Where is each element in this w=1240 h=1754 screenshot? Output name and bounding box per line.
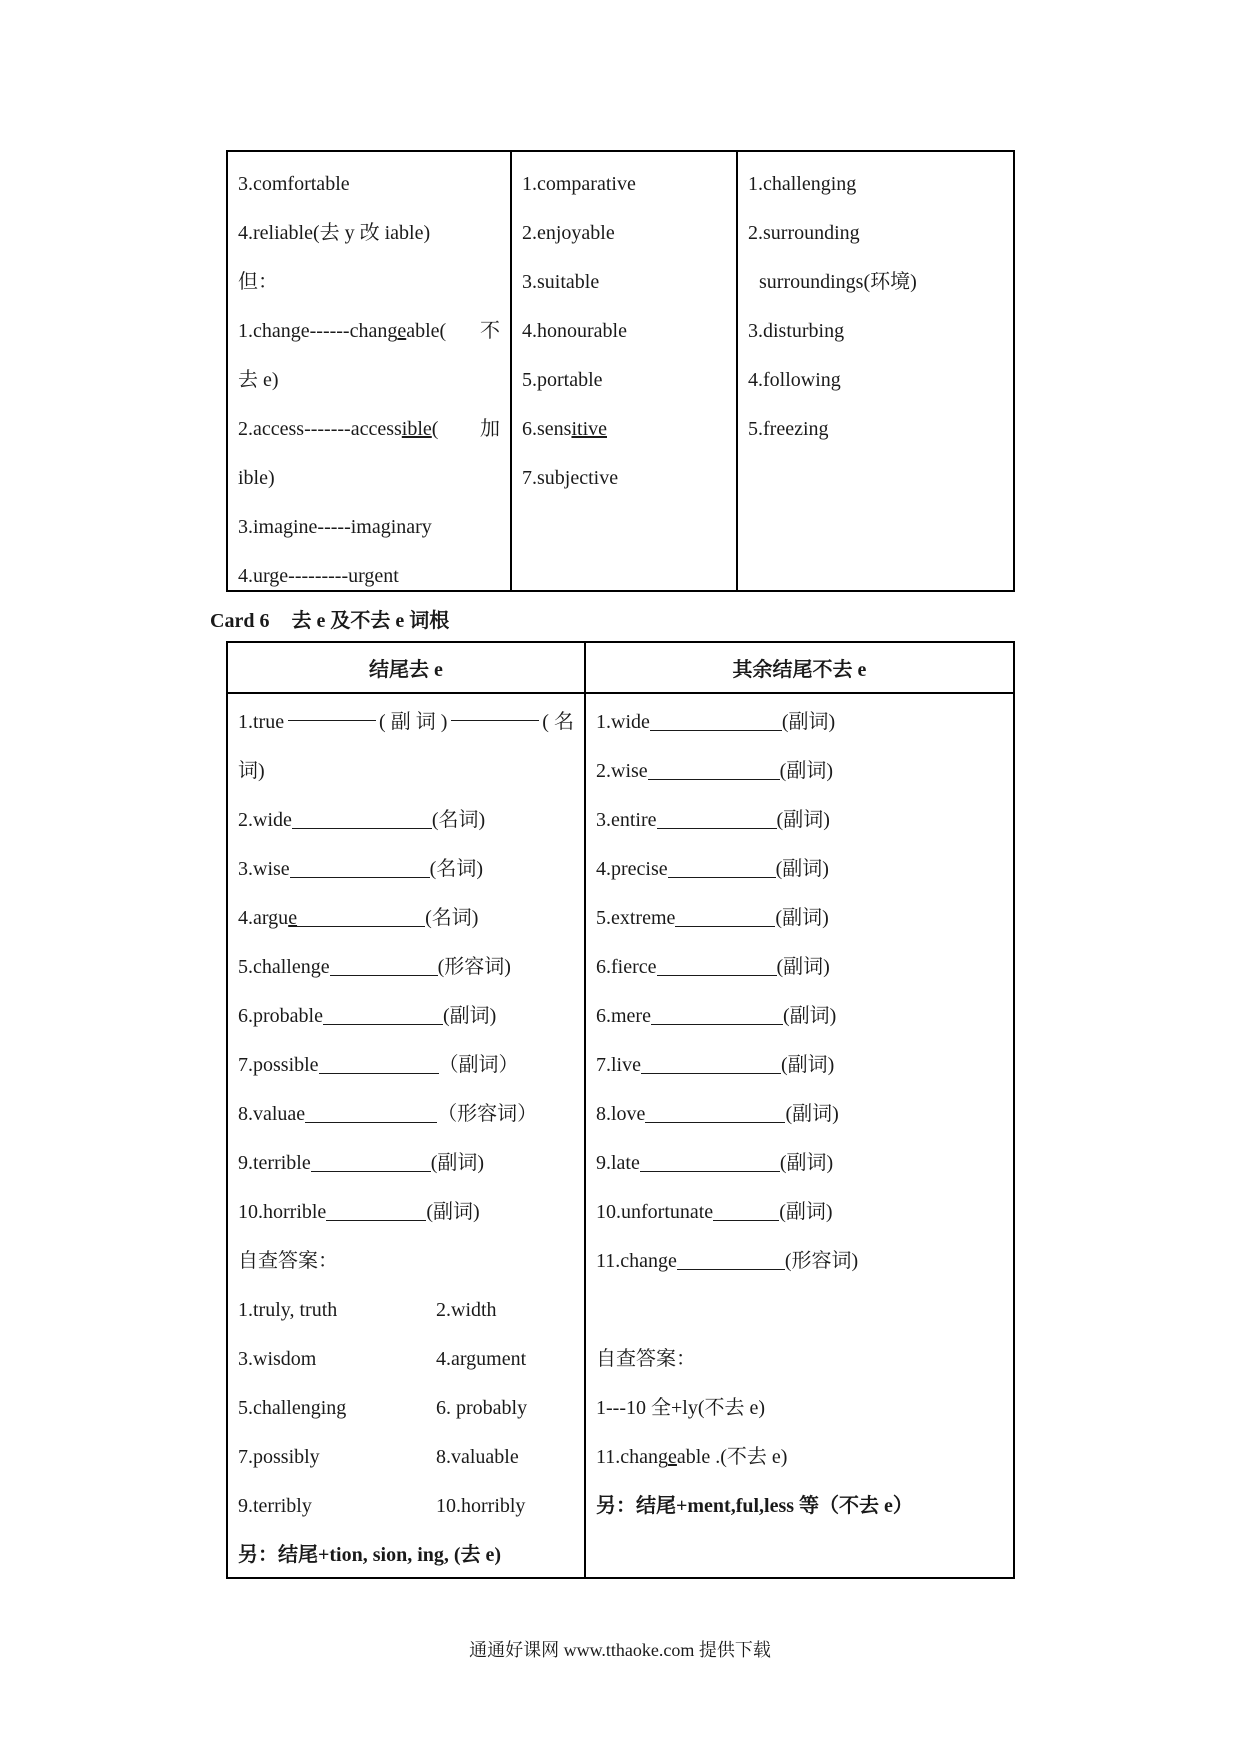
answer-row: 7.possibly 8.valuable <box>238 1446 519 1468</box>
answer-row: 1---10 全+ly(不去 e) <box>596 1397 766 1419</box>
card-heading: 去 e 及不去 e 词根 <box>291 610 450 632</box>
card-number: Card 6 <box>210 610 270 632</box>
header-drop-e: 结尾去 e <box>228 643 586 692</box>
list-item: 2.enjoyable <box>522 222 615 244</box>
list-item: 5.portable <box>522 369 603 391</box>
list-item: surroundings(环境) <box>759 271 917 293</box>
answers-title: 自查答案： <box>596 1348 696 1370</box>
page-footer: 通通好课网 www.tthaoke.com 提供下载 <box>469 1640 771 1660</box>
answer-row: 5.challenging 6. probably <box>238 1397 528 1419</box>
answers-title: 自查答案： <box>238 1250 338 1272</box>
list-item: 3.suitable <box>522 271 600 293</box>
list-item: 1.change------changeable( 不 <box>238 320 500 342</box>
list-item: 3.comfortable <box>238 173 350 195</box>
exercise-item: 9.terrible (副词) <box>238 1139 574 1188</box>
list-item: 1.comparative <box>522 173 636 195</box>
card-table <box>226 641 1015 1579</box>
exercise-item: 7.live (副词) <box>596 1041 1003 1090</box>
keep-e-column <box>586 694 1013 1577</box>
spacer <box>596 1286 1003 1335</box>
exercise-item: 5.challenge (形容词) <box>238 943 574 992</box>
exercise-item: 8.valuae （形容词） <box>238 1090 574 1139</box>
answer-row: 1.truly, truth 2.width <box>238 1299 497 1321</box>
top-col-able <box>228 152 512 590</box>
exercise-item: 1.true ( 副 词 ) ( 名 <box>238 698 574 747</box>
answer-row: 9.terribly 10.horribly <box>238 1495 526 1517</box>
list-item: 2.access-------accessible( 加 <box>238 418 500 440</box>
top-col-ing <box>738 152 1013 590</box>
list-item: 4.urge---------urgent <box>238 565 399 587</box>
exercise-item: 3.wise (名词) <box>238 845 574 894</box>
list-item: ible) <box>238 467 275 489</box>
table-header <box>228 643 1013 694</box>
exercise-item: 9.late (副词) <box>596 1139 1003 1188</box>
exercise-item: 11.change (形容词) <box>596 1237 1003 1286</box>
exercise-item: 10.horrible (副词) <box>238 1188 574 1237</box>
card-title <box>210 604 449 633</box>
answer-row: 3.wisdom 4.argument <box>238 1348 527 1370</box>
exercise-item: 3.entire (副词) <box>596 796 1003 845</box>
exercise-item: 1.wide (副词) <box>596 698 1003 747</box>
drop-e-column <box>228 694 586 1577</box>
list-item: 4.following <box>748 369 841 391</box>
exercise-item: 10.unfortunate (副词) <box>596 1188 1003 1237</box>
top-col-ible <box>512 152 738 590</box>
list-item: 3.disturbing <box>748 320 845 342</box>
list-item: 7.subjective <box>522 467 619 489</box>
list-item: 2.surrounding <box>748 222 860 244</box>
list-item: 去 e) <box>238 369 279 391</box>
list-item: 4.reliable(去 y 改 iable) <box>238 222 431 244</box>
rule-note: 另：结尾+tion, sion, ing, (去 e) <box>238 1544 502 1566</box>
exercise-item: 6.probable (副词) <box>238 992 574 1041</box>
list-item: 6.sensitive <box>522 418 607 440</box>
exercise-item: 8.love (副词) <box>596 1090 1003 1139</box>
exercise-item: 4.precise (副词) <box>596 845 1003 894</box>
exercise-item: 5.extreme (副词) <box>596 894 1003 943</box>
exercise-item: 2.wise (副词) <box>596 747 1003 796</box>
list-item: 5.freezing <box>748 418 829 440</box>
list-item: 4.honourable <box>522 320 627 342</box>
rule-note: 另：结尾+ment,ful,less 等（不去 e） <box>596 1495 913 1517</box>
top-suffix-table <box>226 150 1015 592</box>
exercise-item: 7.possible （副词） <box>238 1041 574 1090</box>
list-item: 1.challenging <box>748 173 857 195</box>
header-keep-e: 其余结尾不去 e <box>732 659 867 681</box>
list-item: 但： <box>238 271 278 293</box>
list-item: 3.imagine-----imaginary <box>238 516 432 538</box>
exercise-item: 2.wide (名词) <box>238 796 574 845</box>
exercise-item: 6.fierce (副词) <box>596 943 1003 992</box>
exercise-item: 词) <box>238 760 265 782</box>
table-body <box>228 694 1013 1577</box>
exercise-item: 6.mere (副词) <box>596 992 1003 1041</box>
answer-row: 11.changeable .(不去 e) <box>596 1446 788 1468</box>
exercise-item: 4.argue (名词) <box>238 894 574 943</box>
